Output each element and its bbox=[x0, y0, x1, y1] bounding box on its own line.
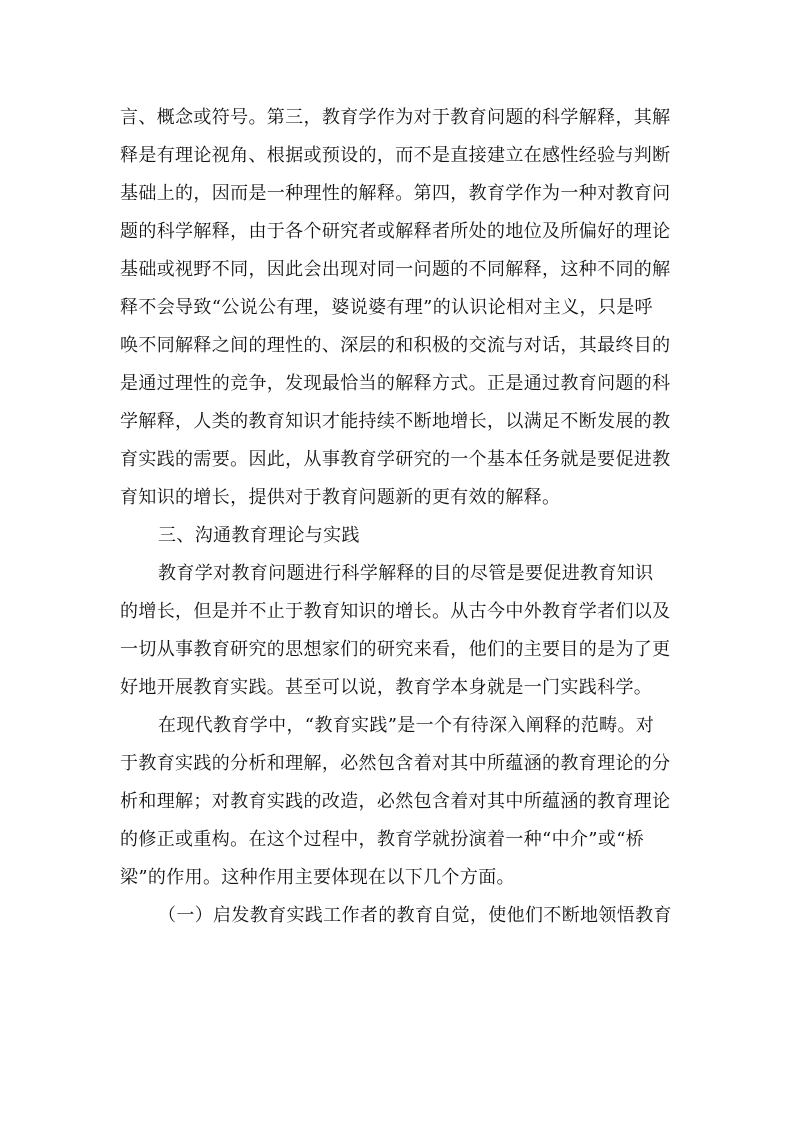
body-text-line: 于教育实践的分析和理解，必然包含着对其中所蕴涵的教育理论的分 bbox=[120, 753, 671, 774]
body-text-line: 唤不同解释之间的理性的、深层的和积极的交流与对话，其最终目的 bbox=[120, 335, 671, 356]
body-text-line: 释是有理论视角、根据或预设的，而不是直接建立在感性经验与判断 bbox=[120, 145, 671, 166]
body-text-line: 好地开展教育实践。甚至可以说，教育学本身就是一门实践科学。 bbox=[120, 677, 653, 698]
body-text-line: 题的科学解释，由于各个研究者或解释者所处的地位及所偏好的理论 bbox=[120, 221, 671, 242]
section-heading: 三、沟通教育理论与实践 bbox=[158, 525, 360, 546]
body-text-line: 育知识的增长，提供对于教育问题新的更有效的解释。 bbox=[120, 487, 561, 508]
body-text-line: 育实践的需要。因此，从事教育学研究的一个基本任务就是要促进教 bbox=[120, 449, 671, 470]
body-text-line: 是通过理性的竞争，发现最恰当的解释方式。正是通过教育问题的科 bbox=[120, 373, 671, 394]
body-text-line: 释不会导致“公说公有理，婆说婆有理”的认识论相对主义，只是呼 bbox=[120, 297, 653, 318]
body-text-line: 基础上的，因而是一种理性的解释。第四，教育学作为一种对教育问 bbox=[120, 183, 671, 204]
body-text-line: 析和理解；对教育实践的改造，必然包含着对其中所蕴涵的教育理论 bbox=[120, 791, 671, 812]
body-text-line: 教育学对教育问题进行科学解释的目的尽管是要促进教育知识 bbox=[158, 563, 654, 584]
body-text-line: 一切从事教育研究的思想家们的研究来看，他们的主要目的是为了更 bbox=[120, 639, 671, 660]
body-text-line: 学解释，人类的教育知识才能持续不断地增长，以满足不断发展的教 bbox=[120, 411, 671, 432]
body-text-line: 的增长，但是并不止于教育知识的增长。从古今中外教育学者们以及 bbox=[120, 601, 671, 622]
subsection-heading: （一）启发教育实践工作者的教育自觉，使他们不断地领悟教育 bbox=[158, 905, 672, 926]
body-text-line: 梁”的作用。这种作用主要体现在以下几个方面。 bbox=[120, 867, 515, 888]
body-text-line: 在现代教育学中，“教育实践”是一个有待深入阐释的范畴。对 bbox=[158, 715, 655, 736]
body-text-line: 基础或视野不同，因此会出现对同一问题的不同解释，这种不同的解 bbox=[120, 259, 671, 280]
body-text-line: 的修正或重构。在这个过程中，教育学就扮演着一种“中介”或“桥 bbox=[120, 829, 645, 850]
body-text-line: 言、概念或符号。第三，教育学作为对于教育问题的科学解释，其解 bbox=[120, 107, 671, 128]
